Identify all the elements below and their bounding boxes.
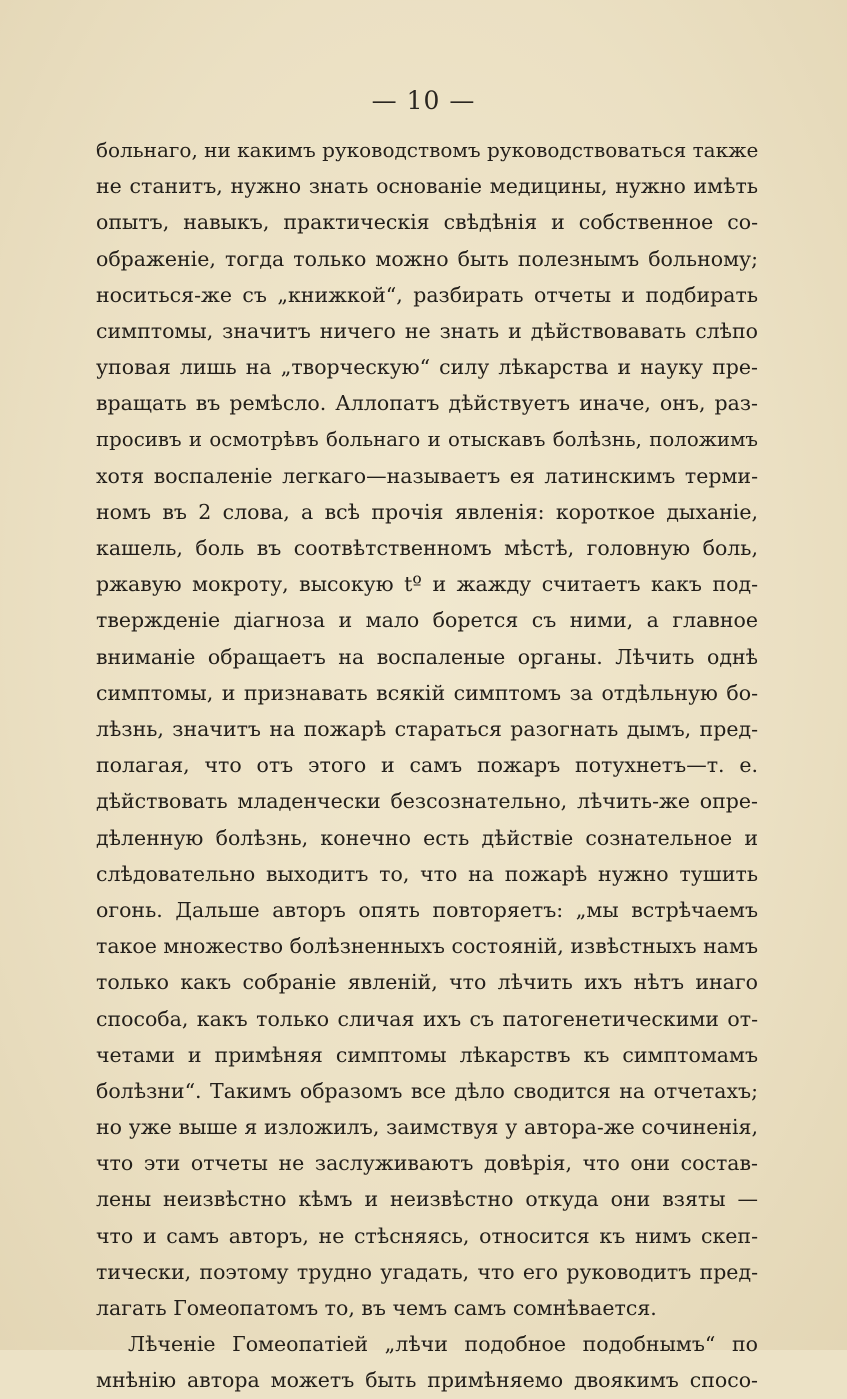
text-line: огонь. Дальше авторъ опять повторяетъ: „мы встрѣчаемъ <box>96 897 758 922</box>
text-line: носиться-же съ „книжкой“, разбирать отчеты и подбирать <box>96 282 758 307</box>
text-line: просивъ и осмотрѣвъ больнаго и отыскавъ болѣзнь, положимъ <box>96 427 758 451</box>
text-line: полагая, что отъ этого и самъ пожаръ потухнетъ—т. е. <box>96 753 758 778</box>
text-line: не станитъ, нужно знать основанiе медицины, нужно имѣть <box>96 174 758 199</box>
text-line: лѣзнь, значитъ на пожарѣ стараться разогнать дымъ, пред- <box>96 717 758 741</box>
text-line: мнѣнiю автора можетъ быть примѣняемо двоякимъ спосо- <box>96 1368 758 1393</box>
text-line: опытъ, навыкъ, практическiя свѣдѣнiя и собственное со- <box>96 210 758 235</box>
text-line: вращать въ ремѣсло. Аллопатъ дѣйствуетъ иначе, онъ, раз- <box>96 391 758 416</box>
body-text <box>96 132 758 1399</box>
text-line: больнаго, ни какимъ руководствомъ руководствоваться также <box>96 138 759 162</box>
text-line: тически, поэтому трудно угадать, что его руководитъ пред- <box>96 1259 758 1284</box>
page-number: — 10 — <box>371 86 476 115</box>
text-line: симптомы, и признавать всякiй симптомъ за отдѣльную бо- <box>96 680 758 705</box>
text-line: симптомы, значитъ ничего не знать и дѣйствовавать слѣпо <box>96 318 758 343</box>
text-line: что эти отчеты не заслуживаютъ довѣрiя, что они состав- <box>96 1151 758 1176</box>
text-line: кашель, боль въ соотвѣтственномъ мѣстѣ, головную боль, <box>96 536 758 561</box>
text-line: четами и примѣняя симптомы лѣкарствъ къ симптомамъ <box>96 1042 758 1067</box>
text-line: вниманiе обращаетъ на воспаленые органы. Лѣчить однѣ <box>96 644 758 669</box>
text-line: хотя воспаленiе легкаго—называетъ ея латинскимъ терми- <box>96 463 758 488</box>
text-line: слѣдовательно выходитъ то, что на пожарѣ нужно тушить <box>96 861 758 886</box>
text-line: номъ въ 2 слова, а всѣ прочiя явленiя: короткое дыханiе, <box>96 499 758 524</box>
text-line: уповая лишь на „творческую“ силу лѣкарства и науку пре- <box>96 355 758 380</box>
paragraph-last-line: лагать Гомеопатомъ то, въ чемъ самъ сомнѣвается. <box>96 1296 657 1320</box>
text-line: лены неизвѣстно кѣмъ и неизвѣстно откуда они взяты — <box>96 1187 758 1212</box>
text-line: такое множество болѣзненныхъ состоянiй, извѣстныхъ намъ <box>96 934 758 959</box>
text-line: что и самъ авторъ, не стѣсняясь, относится къ нимъ скеп- <box>96 1223 758 1248</box>
text-line: но уже выше я изложилъ, заимствуя у автора-же сочиненiя, <box>96 1115 758 1140</box>
text-line: дѣйствовать младенчески безсознательно, лѣчить-же опре- <box>96 789 758 814</box>
text-line: дѣленную болѣзнь, конечно есть дѣйствiе сознательное и <box>96 825 758 850</box>
text-line: твержденiе дiагноза и мало борется съ ними, а главное <box>96 608 758 633</box>
text-line: ржавую мокроту, высокую tº и жажду считаетъ какъ под- <box>96 572 758 597</box>
paragraph-first-line: Лѣченiе Гомеопатiей „лѣчи подобное подобнымъ“ по <box>128 1332 758 1357</box>
text-line: только какъ собранiе явленiй, что лѣчить ихъ нѣтъ инаго <box>96 970 758 995</box>
text-line: ображенiе, тогда только можно быть полезнымъ больному; <box>96 246 758 271</box>
text-line: болѣзни“. Такимъ образомъ все дѣло сводится на отчетахъ; <box>96 1078 758 1103</box>
text-line: способа, какъ только сличая ихъ съ патогенетическими от- <box>96 1006 758 1031</box>
